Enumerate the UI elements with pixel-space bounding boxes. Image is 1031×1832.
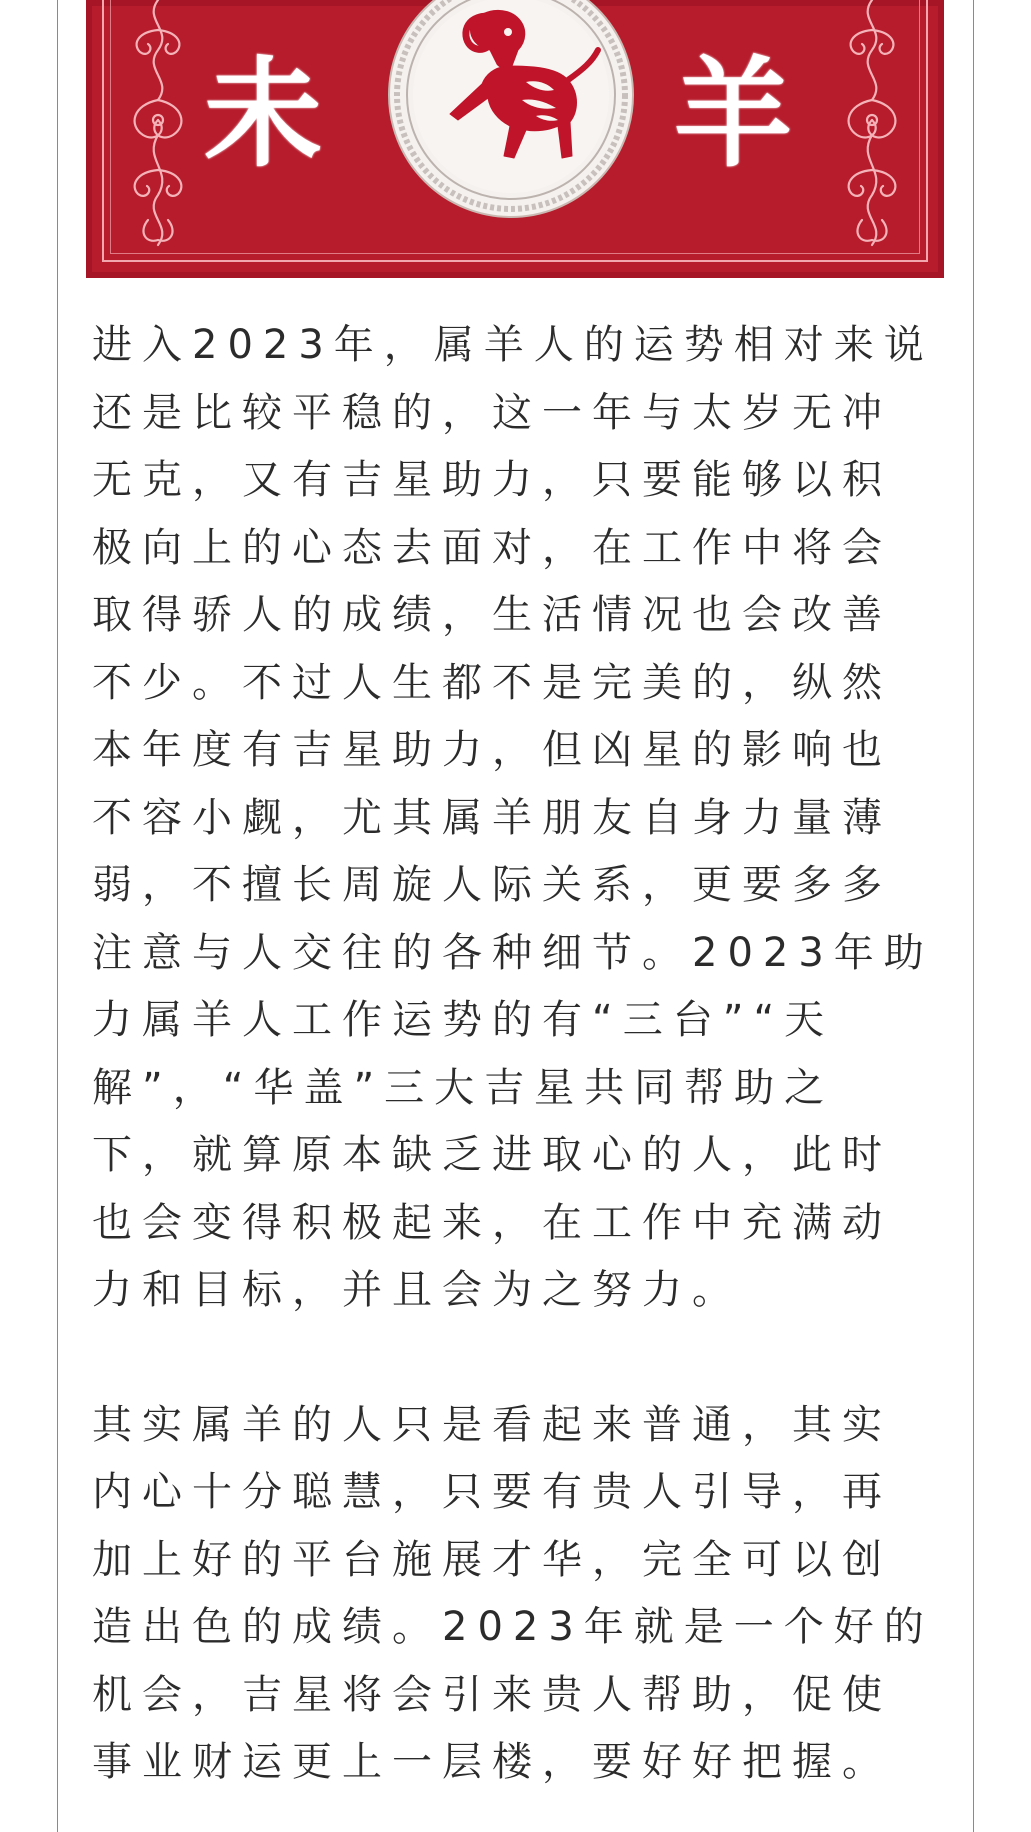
scroll-ornament-right-icon xyxy=(832,0,912,250)
text-line: 造出色的成绩。2023年就是一个好的 xyxy=(92,1604,934,1650)
left-border-line xyxy=(57,0,58,1832)
paragraph-2 xyxy=(92,1392,942,1797)
text-line: 弱，不擅长周旋人际关系，更要多多 xyxy=(92,862,892,908)
banner-char-yang: 羊 xyxy=(674,45,793,183)
text-line: 力和目标，并且会为之努力。 xyxy=(92,1267,742,1313)
text-line: 加上好的平台施展才华，完全可以创 xyxy=(92,1536,892,1583)
text-line: 还是比较平稳的，这一年与太岁无冲 xyxy=(92,389,892,436)
text-line: 不容小觑，尤其属羊朋友自身力量薄 xyxy=(92,794,892,841)
zodiac-banner xyxy=(86,0,944,278)
banner-char-wei: 未 xyxy=(204,45,323,183)
text-line: 事业财运更上一层楼，要好好把握。 xyxy=(92,1739,892,1785)
paragraph-gap xyxy=(92,1325,942,1392)
text-line: 进入2023年，属羊人的运势相对来说 xyxy=(92,322,934,368)
text-line: 无克，又有吉星助力，只要能够以积 xyxy=(92,457,892,503)
article-body xyxy=(92,312,942,1797)
text-line: 力属羊人工作运势的有“三台”“天 xyxy=(92,997,835,1043)
text-line: 注意与人交往的各种细节。2023年助 xyxy=(92,929,934,976)
text-line: 本年度有吉星助力，但凶星的影响也 xyxy=(92,727,892,773)
text-line: 下，就算原本缺乏进取心的人，此时 xyxy=(92,1132,892,1178)
text-line: 也会变得积极起来，在工作中充满动 xyxy=(92,1199,892,1246)
right-border-line xyxy=(973,0,974,1832)
text-line: 解”，“华盖”三大吉星共同帮助之 xyxy=(92,1064,835,1111)
text-line: 极向上的心态去面对，在工作中将会 xyxy=(92,524,892,571)
text-line: 其实属羊的人只是看起来普通，其实 xyxy=(92,1401,892,1448)
paragraph-1 xyxy=(92,312,942,1325)
scroll-ornament-left-icon xyxy=(118,0,198,250)
text-line: 取得骄人的成绩，生活情况也会改善 xyxy=(92,592,892,638)
goat-medallion-icon xyxy=(386,0,636,220)
text-line: 不少。不过人生都不是完美的，纵然 xyxy=(92,659,892,706)
text-line: 机会，吉星将会引来贵人帮助，促使 xyxy=(92,1671,892,1718)
text-line: 内心十分聪慧，只要有贵人引导，再 xyxy=(92,1469,892,1515)
